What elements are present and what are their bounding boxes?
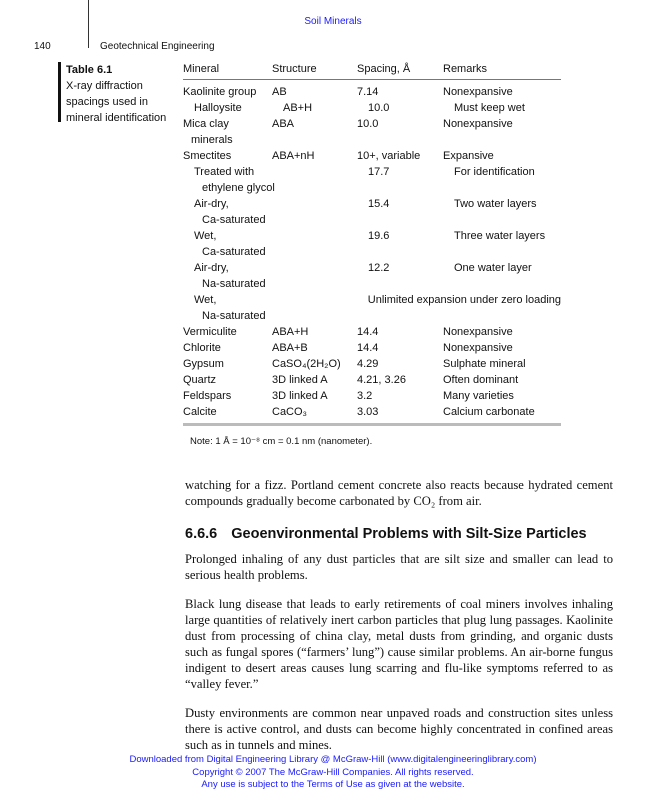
mineral-name: Vermiculite [183,326,237,338]
structure-cell: 3D linked A [272,390,328,402]
table-row [183,164,561,196]
footer [0,754,666,792]
spacing-cell: 14.4 [357,342,379,354]
paragraph: Prolonged inhaling of any dust particles that are silt size and smaller can lead to serious health problems. [185,552,613,582]
mineral-cell [183,404,272,420]
spacing-cell: 12.2 [368,262,390,274]
spacing-cell: 7.14 [357,86,379,98]
section-title: Geoenvironmental Problems with Silt-Size Particles [231,526,587,542]
spacing-cell: 10.0 [368,102,390,114]
spacing-cell: Unlimited expansion under zero loading [367,294,561,306]
mineral-cell [183,196,283,228]
structure-cell: 3D linked A [272,374,328,386]
mineral-cell [183,292,283,324]
mineral-name-continued: Ca-saturated [202,214,266,226]
spacing-cell: 17.7 [368,166,390,178]
structure-cell: ABA+H [272,326,309,338]
structure-cell: CaSO₄(2H₂O) [272,358,341,370]
mineral-name: Treated with [194,166,255,178]
mineral-cell [183,356,272,372]
structure-cell [283,228,368,260]
remarks-cell: One water layer [454,262,532,274]
footer-terms[interactable]: Any use is subject to the Terms of Use as given at the website. [201,779,465,790]
remarks-cell: Nonexpansive [443,86,513,98]
table-row [183,148,561,164]
mineral-name: Wet, [194,230,217,242]
paragraph: Dusty environments are common near unpaved roads and construction sites unless there is active control, and dusts can become highly concentrated in confined areas such as in tunnels and mines. [185,706,613,752]
mineral-cell [183,372,272,388]
spacing-cell: 3.2 [357,390,373,402]
mineral-name: Halloysite [194,102,242,114]
spacing-cell: 4.29 [357,358,379,370]
table-row [183,372,561,388]
table-row [183,100,561,116]
mineral-name: Smectites [183,150,232,162]
structure-cell [283,292,368,324]
table-caption-text: X-ray diffraction spacings used in mineral identification [66,80,167,124]
footer-download-link[interactable]: Downloaded from Digital Engineering Library @ McGraw-Hill (www.digitalengineeringlibrary.com) [129,754,537,765]
remarks-cell: Three water layers [454,230,546,242]
mineral-cell [183,260,283,292]
caption-bar [58,62,61,122]
section-heading [185,526,587,542]
running-title[interactable]: Soil Minerals [304,16,362,27]
structure-cell: AB+H [283,102,313,114]
structure-cell: ABA+nH [272,150,315,162]
mineral-name-continued: Na-saturated [202,310,266,322]
mineral-name: Kaolinite group [183,86,257,98]
table-row [183,324,561,340]
book-title: Geotechnical Engineering [100,41,215,52]
mineral-cell [183,84,272,100]
structure-cell: ABA+B [272,342,308,354]
mineral-name: Mica clay [183,118,229,130]
table-row [183,228,561,260]
structure-cell [283,164,368,196]
spacing-cell: 3.03 [357,406,379,418]
footer-copyright[interactable]: Copyright © 2007 The McGraw-Hill Companies. All rights reserved. [192,766,474,778]
section-number: 6.6.6 [185,526,218,542]
table-row [183,356,561,372]
paragraph: Black lung disease that leads to early retirements of coal miners involves inhaling large quantities of relatively inert carbon particles that plug lung passages. Kaolinite dust from processing of china clay, metal dusts from grinding, and organic dusts such as fungal spores (“farmers’ lung”) cause similar problems. An air-borne fungus indigent to desert areas causes lung scarring and flu-like symptoms referred to as “valley fever.” [185,597,613,691]
remarks-cell: Two water layers [454,198,537,210]
table-row [183,404,561,420]
structure-cell [283,260,368,292]
remarks-cell: Nonexpansive [443,342,513,354]
remarks-cell: Many varieties [443,390,514,402]
mineral-name-continued: ethylene glycol [202,182,275,194]
table-note: Note: 1 Å = 10⁻⁸ cm = 0.1 nm (nanometer). [190,436,373,447]
structure-cell [283,196,368,228]
table-label: Table 6.1 [66,64,113,76]
table-row [183,292,561,324]
diffraction-table [183,61,561,426]
structure-cell: AB [272,86,287,98]
structure-cell: CaCO₃ [272,406,308,418]
header-divider [88,0,89,48]
table-row [183,84,561,100]
table-header [183,61,561,80]
column-header: Mineral [183,63,220,75]
page-number: 140 [34,41,51,52]
remarks-cell: Sulphate mineral [443,358,526,370]
spacing-cell: 19.6 [368,230,390,242]
table-row [183,196,561,228]
mineral-cell [183,228,283,260]
table-bottom-rule [183,423,561,426]
mineral-cell [183,324,272,340]
mineral-cell [183,164,283,196]
mineral-cell [183,116,272,148]
mineral-cell [183,388,272,404]
table-row [183,340,561,356]
mineral-name: Air-dry, [194,262,229,274]
mineral-name-continued: minerals [191,134,233,146]
structure-cell: ABA [272,118,295,130]
mineral-name: Feldspars [183,390,232,402]
mineral-cell [183,100,283,116]
mineral-name: Calcite [183,406,217,418]
mineral-name: Chlorite [183,342,221,354]
table-row [183,388,561,404]
remarks-cell: Calcium carbonate [443,406,535,418]
paragraph: watching for a fizz. Portland cement concrete also reacts because hydrated cement compounds gradually become carbonated by CO₂ from air. [185,478,613,508]
mineral-name-continued: Na-saturated [202,278,266,290]
spacing-cell: 14.4 [357,326,379,338]
spacing-cell: 10+, variable [357,150,421,162]
mineral-name: Gypsum [183,358,224,370]
remarks-cell: For identification [454,166,535,178]
mineral-name-continued: Ca-saturated [202,246,266,258]
mineral-name: Quartz [183,374,217,386]
mineral-name: Air-dry, [194,198,229,210]
remarks-cell: Must keep wet [454,102,525,114]
column-header: Remarks [443,63,488,75]
mineral-cell [183,340,272,356]
spacing-cell: 10.0 [357,118,379,130]
table-caption [66,62,181,126]
mineral-cell [183,148,272,164]
table-row [183,116,561,148]
mineral-name: Wet, [194,294,217,306]
column-header: Spacing, Å [357,63,411,75]
spacing-cell: 15.4 [368,198,390,210]
remarks-cell: Nonexpansive [443,326,513,338]
remarks-cell: Often dominant [443,374,519,386]
column-header: Structure [272,63,317,75]
table-row [183,260,561,292]
remarks-cell: Expansive [443,150,494,162]
spacing-cell: 4.21, 3.26 [357,374,406,386]
remarks-cell: Nonexpansive [443,118,513,130]
